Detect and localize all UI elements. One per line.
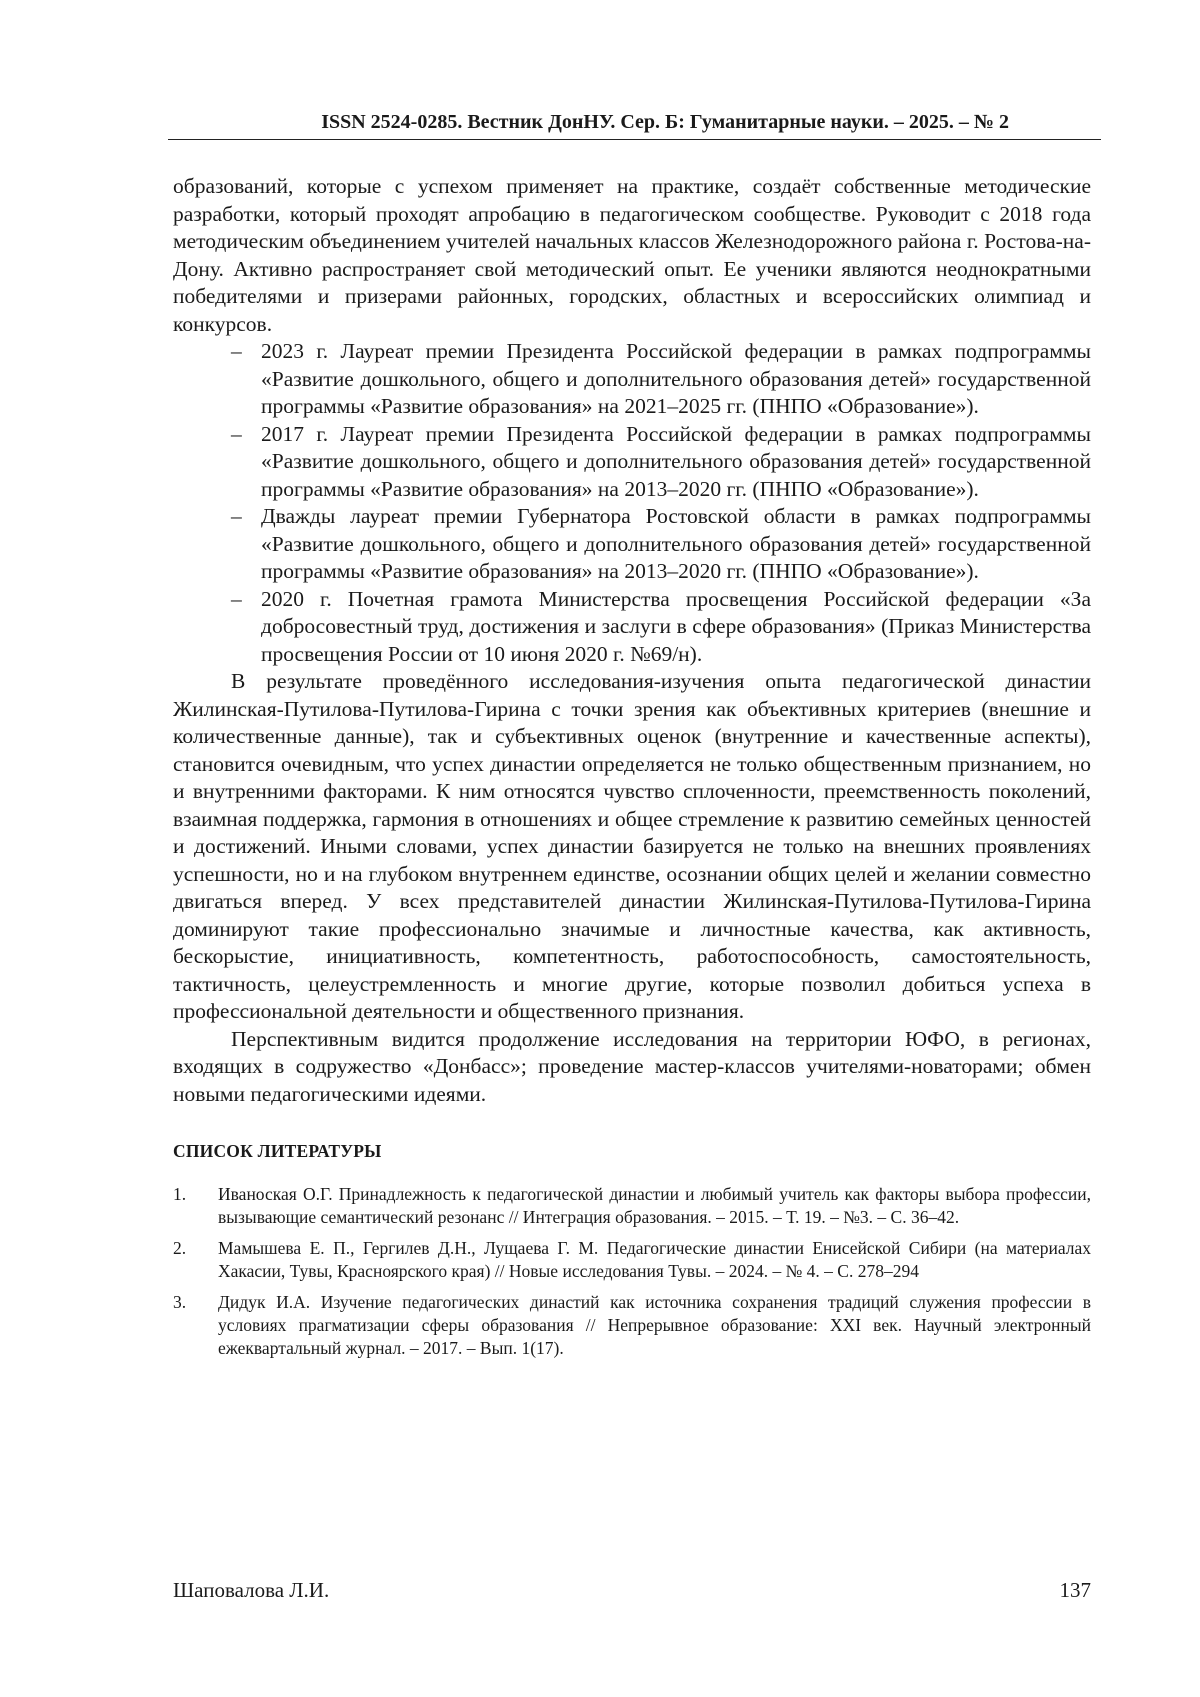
footer-author: Шаповалова Л.И. — [173, 1578, 330, 1602]
page — [173, 108, 1091, 1368]
dash-bullet: – — [231, 421, 242, 446]
perspective-paragraph: Перспективным видится продолжение исследования на территории ЮФО, в регионах, входящих в содружество «Донбасс»; проведение мастер-классов учителями-новаторами; обмен новыми педагогическими идеями. — [173, 1026, 1091, 1106]
intro-paragraph: образований, которые с успехом применяет на практике, создаёт собственные методические разработки, который проходят апробацию в педагогическом сообществе. Руководит с 2018 года методическим объединением учителей начальных классов Железнодорожного района г. Ростова-на-Дону. Активно распространяет свой методический опыт. Ее ученики являются неоднократными победителями и призерами районных, городских, областных и всероссийских олимпиад и конкурсов. — [173, 174, 1091, 336]
award-item — [231, 503, 1091, 586]
reference-item — [173, 1183, 1091, 1229]
running-header: ISSN 2524-0285. Вестник ДонНУ. Сер. Б: Гуманитарные науки. – 2025. – № 2 — [168, 108, 1101, 140]
award-text: 2023 г. Лауреат премии Президента Российской федерации в рамках подпрограммы «Развитие дошкольного, общего и дополнительного образования детей» государственной программы «Развитие образования» на 2021–2025 гг. (ПНПО «Образование»). — [261, 339, 1091, 418]
conclusion-paragraph: В результате проведённого исследования-изучения опыта педагогической династии Жилинская-Путилова-Путилова-Гирина с точки зрения как объективных критериев (внешние и количественные данные), так и субъективных оценок (внутренние и качественные аспекты), становится очевидным, что успех династии определяется не только общественным признанием, но и внутренними факторами. К ним относятся чувство сплоченности, преемственность поколений, взаимная поддержка, гармония в отношениях и общее стремление к развитию семейных ценностей и достижений. Иными словами, успех династии базируется не только на внешних проявлениях успешности, но и на глубоком внутреннем единстве, осознании общих целей и желании совместно двигаться вперед. У всех представителей династии Жилинская-Путилова-Путилова-Гирина доминируют такие профессионально значимые и личностные качества, как активность, бескорыстие, инициативность, компетентность, работоспособность, самостоятельность, тактичность, целеустремленность и многие другие, которые позволил добиться успеха в профессиональной деятельности и общественного признания. — [173, 669, 1091, 1023]
reference-text: Мамышева Е. П., Гергилев Д.Н., Лущаева Г. М. Педагогические династии Енисейской Сибири (на материалах Хакасии, Тувы, Красноярского края) // Новые исследования Тувы. – 2024. – № 4. – С. 278–294 — [218, 1237, 1091, 1281]
reference-number: 1. — [173, 1183, 187, 1204]
dash-bullet: – — [231, 504, 242, 528]
reference-number: 2. — [173, 1237, 187, 1258]
reference-item — [173, 1291, 1091, 1360]
references-list — [173, 1183, 1091, 1360]
award-text: 2017 г. Лауреат премии Президента Российской федерации в рамках подпрограммы «Развитие дошкольного, общего и дополнительного образования детей» государственной программы «Развитие образования» на 2013–2020 гг. (ПНПО «Образование»). — [261, 421, 1091, 501]
award-item — [231, 421, 1091, 504]
reference-item — [173, 1237, 1091, 1283]
page-number: 137 — [1059, 1578, 1091, 1602]
page-footer — [173, 1578, 1091, 1603]
article-body — [173, 173, 1091, 1360]
award-text: Дважды лауреат премии Губернатора Ростовской области в рамках подпрограммы «Развитие дошкольного, общего и дополнительного образования детей» государственной программы «Развитие образования» на 2013–2020 гг. (ПНПО «Образование»). — [261, 504, 1091, 583]
reference-text: Иваноская О.Г. Принадлежность к педагогической династии и любимый учитель как факторы выбора профессии, вызывающие семантический резонанс // Интеграция образования. – 2015. – Т. 19. – №3. – С. 36–42. — [218, 1183, 1091, 1227]
reference-text: Дидук И.А. Изучение педагогических династий как источника сохранения традиций служения профессии в условиях прагматизации сферы образования // Непрерывное образование: XXI век. Научный электронный ежеквартальный журнал. – 2017. – Вып. 1(17). — [218, 1291, 1091, 1358]
dash-bullet: – — [231, 586, 242, 611]
reference-number: 3. — [173, 1291, 187, 1312]
references-title: СПИСОК ЛИТЕРАТУРЫ — [173, 1141, 382, 1161]
awards-list — [173, 338, 1091, 668]
award-text: 2020 г. Почетная грамота Министерства просвещения Российской федерации «За добросовестный труд, достижения и заслуги в сфере образования» (Приказ Министерства просвещения России от 10 июня 2020 г. №69/н). — [261, 586, 1091, 666]
award-item — [231, 338, 1091, 421]
award-item — [231, 586, 1091, 669]
dash-bullet: – — [231, 339, 242, 363]
